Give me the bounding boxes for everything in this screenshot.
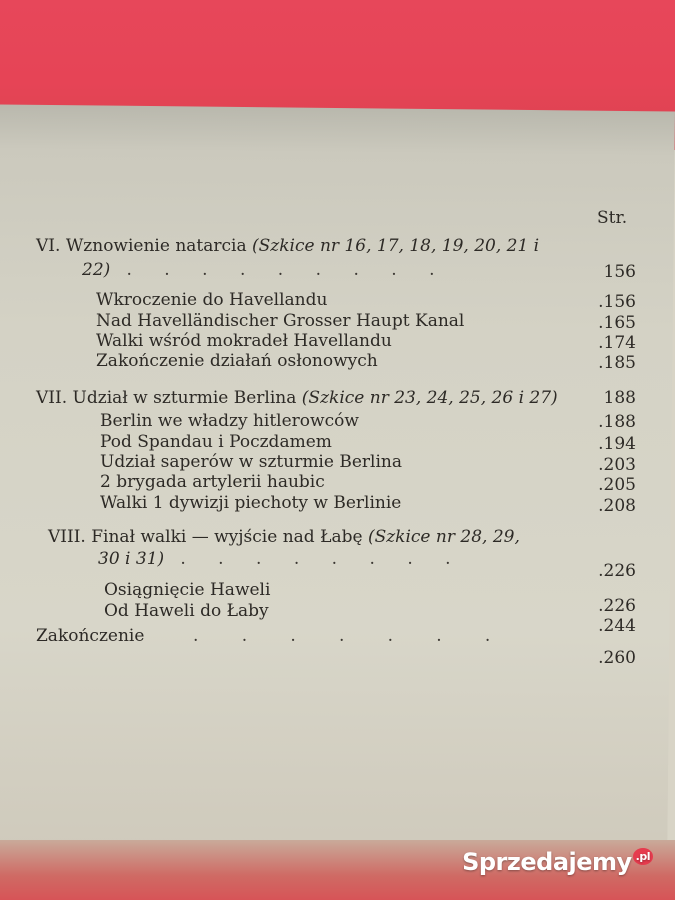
section-viii-2: Od Haweli do Łaby [104,601,269,621]
ending-label: Zakończenie [36,626,145,646]
section-vi-4-page: .185 [598,353,636,373]
section-vi-2: Nad Havelländischer Grosser Haupt Kanal [96,311,465,331]
chapter-vi-sketches: (Szkice nr 16, 17, 18, 19, 20, 21 i [252,236,540,256]
chapter-viii-title [48,527,520,547]
ending-entry [36,626,490,646]
leader-dots: . . . . . . . . [169,549,451,569]
section-vii-4: 2 brygada artylerii haubic [100,472,325,492]
section-viii-2-page: .244 [598,616,636,636]
chapter-vi-title [36,236,539,256]
chapter-viii-title-continued [98,549,451,569]
chapter-viii-sketches-cont: 30 i 31) [98,549,165,569]
page-column-header: Str. [597,208,628,228]
chapter-vii-text: Udział w szturmie Berlina [72,388,297,408]
section-vii-2: Pod Spandau i Poczdamem [100,432,332,452]
chapter-vi-roman: VI. [36,236,61,256]
watermark-tld: .pl [633,848,653,865]
ending-page: .260 [598,648,636,668]
chapter-vi-title-continued [82,260,435,280]
section-vii-1-page: .188 [598,412,636,432]
leader-dots: . . . . . . . [149,626,491,646]
chapter-vii-title [36,388,558,408]
section-viii-1: Osiągnięcie Haweli [104,580,271,600]
section-vi-3: Walki wśród mokradeł Havellandu [96,331,392,351]
chapter-viii-roman: VIII. [48,527,86,547]
section-viii-1-page: .226 [598,596,636,616]
section-vii-3-page: .203 [598,455,636,475]
chapter-vii-page: 188 [603,388,636,408]
sprzedajemy-watermark [462,848,653,876]
section-vi-2-page: .165 [598,313,636,333]
chapter-vi-page: 156 [603,262,636,282]
section-vii-4-page: .205 [598,475,636,495]
section-vii-2-page: .194 [598,434,636,454]
section-vi-3-page: .174 [598,333,636,353]
leader-dots: . . . . . . . . . [115,260,435,280]
section-vi-1: Wkroczenie do Havellandu [96,290,328,310]
section-vii-1: Berlin we władzy hitlerowców [100,411,359,431]
chapter-vi-sketches-cont: 22) [82,260,111,280]
section-vi-4: Zakończenie działań osłonowych [96,351,378,371]
section-vii-5-page: .208 [598,496,636,516]
section-vii-5: Walki 1 dywizji piechoty w Berlinie [100,493,402,513]
watermark-brand: Sprzedajemy [462,848,632,876]
chapter-viii-page: .226 [598,561,636,581]
section-vi-1-page: .156 [598,292,636,312]
chapter-viii-sketches: (Szkice nr 28, 29, [367,527,520,547]
section-vii-3: Udział saperów w szturmie Berlina [100,452,402,472]
chapter-vii-roman: VII. [36,388,68,408]
chapter-vi-text: Wznowienie natarcia [65,236,247,256]
chapter-vii-sketches: (Szkice nr 23, 24, 25, 26 i 27) [301,388,558,408]
chapter-viii-text: Finał walki — wyjście nad Łabę [91,527,363,547]
